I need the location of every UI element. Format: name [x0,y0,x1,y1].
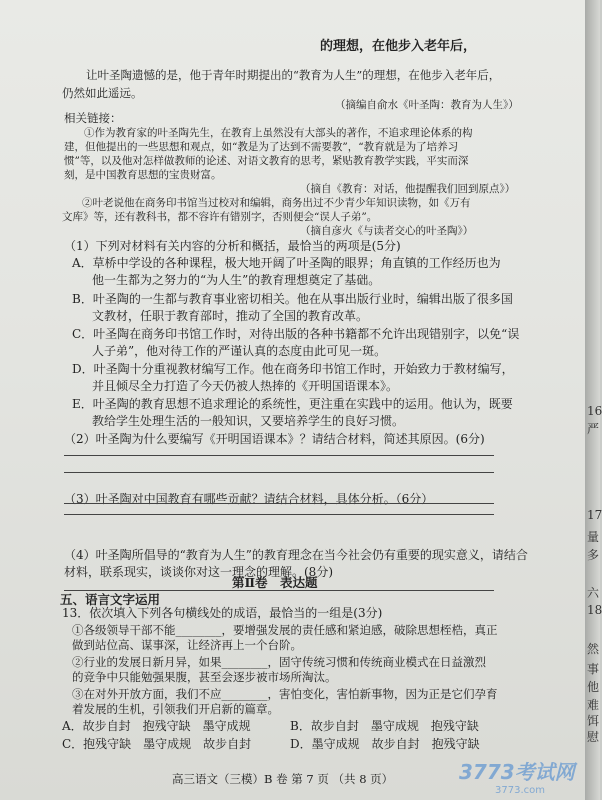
edge-fragment: 六 [587,586,600,600]
header-fragment: 的理想，在他步入老年后， [320,39,477,54]
q13-sentence-1: 做到站位高、谋事深，让经济再上一个台阶。 [72,638,302,652]
edge-fragment: 17 [587,508,602,522]
section-5-title: 五、语言文字运用 [60,592,161,607]
question-3: （3）叶圣陶对中国教育有哪些贡献？请结合材料，具体分析。（6分） [64,492,434,506]
adjacent-page-edge [585,0,600,800]
q1-option-d: D．叶圣陶十分重视教材编写工作。他在商务印书馆工作时，开始致力于教材编写， [72,362,514,376]
edge-fragment: 饵 [587,714,600,728]
q1-option-e: E．叶圣陶的教育思想不追求理论的系统性，更注重在实践中的运用。他认为，既要 [72,397,513,411]
question-1-stem: （1）下列对材料有关内容的分析和概括，最恰当的两项是(5分) [64,239,401,253]
edge-fragment: 然 [587,642,600,656]
q13-sentence-3: 着发展的生机，引领我们开启新的篇章。 [72,702,279,716]
edge-fragment: 量 [587,530,600,544]
q1-option-b: B．叶圣陶的一生都与教育事业密切相关。他在从事出版行业时，编辑出版了很多国 [72,292,513,306]
question-4: （4）叶圣陶所倡导的“教育为人生”的教育理念在当今社会仍有重要的现实意义，请结合 [64,548,528,562]
q13-sentence-2: 的竞争中只能勉强果腹，甚至会逐步被市场所淘汰。 [72,670,337,684]
q13-option-d: D．墨守成规 故步自封 抱残守缺 [290,737,480,751]
q1-option-a: A．草桥中学设的各种课程，极大地开阔了叶圣陶的眼界；角直镇的工作经历也为 [72,256,501,270]
question-2: （2）叶圣陶为什么要编写《开明国语课本》？请结合材料，简述其原因。(6分) [64,432,485,446]
edge-fragment: 慰 [587,730,600,744]
q13-sentence-1: ①各级领导干部不能________，要增强发展的责任感和紧迫感，破除思想桎梏，真正 [72,623,498,637]
reading-line: 仍然如此遥远。 [62,86,143,100]
answer-line[interactable] [64,455,494,456]
link-line: ②叶老说他在商务印书馆当过校对和编辑，商务出过不少青少年知识读物，如《万有 [82,197,471,209]
edge-fragment: 多 [587,548,600,562]
q1-option-e: 教给学生处理生活的一般知识，又要培养学生的良好习惯。 [92,414,405,428]
q1-option-b: 文教材，任职于教育部时，推动了全国的教育改革。 [92,309,369,323]
part-2-title: 第Ⅱ卷 表达题 [232,575,318,590]
q13-option-b: B．故步自封 墨守成规 抱残守缺 [290,719,479,733]
edge-fragment: 严 [587,422,600,436]
link-line: 文库》等，还有教科书，都不容许有错别字，否则便会“误人子弟”。 [62,211,378,223]
q13-option-a: A．故步自封 抱残守缺 墨守成规 [62,719,251,733]
link-line: ①作为教育家的叶圣陶先生，在教育上虽然没有大部头的著作，不追求理论体系的构 [84,127,473,139]
q1-option-d: 并且倾尽全力打造了今天仍被人热捧的《开明国语课本》。 [92,379,399,393]
edge-fragment: 难 [587,698,600,712]
q1-option-c: C．叶圣陶在商务印书馆工作时，对待出版的各种书籍都不允许出现错别字，以免“误 [72,327,520,341]
edge-fragment: 他 [587,680,600,694]
question-4: 材料，联系现实，谈谈你对这一理念的理解。(8分) [64,565,333,579]
link-line: 刻，是中国教育思想的宝贵财富。 [64,169,222,181]
watermark-sub: 3773.com [495,785,545,796]
source-note: （摘编自俞水《叶圣陶：教育为人生》） [335,99,519,111]
q1-option-a: 他一生都为之努力的“为人生”的教育理想奠定了基础。 [92,273,381,287]
watermark-main: 3773考试网 [459,760,575,784]
q13-sentence-2: ②行业的发展日新月异，如果________，固守传统习惯和传统商业模式在日益激烈 [72,655,486,669]
link-title: 相关链接： [64,111,122,125]
q13-sentence-3: ③在对外开放方面，我们不应________，害怕变化，害怕新事物，因为正是它们孕育 [72,687,498,701]
source-note: （摘自彦火《与读者交心的叶圣陶》） [300,225,474,237]
answer-line[interactable] [64,514,494,515]
answer-line[interactable] [64,503,494,504]
answer-line[interactable] [64,472,494,473]
q13-option-c: C．抱残守缺 墨守成规 故步自封 [62,737,252,751]
question-13-stem: 13．依次填入下列各句横线处的成语，最恰当的一组是(3分) [62,606,383,620]
edge-fragment: 16 [587,404,602,418]
page-footer: 高三语文（三模）B 卷 第 7 页 （共 8 页） [172,772,394,786]
reading-line: 让叶圣陶遗憾的是，他于青年时期提出的“教育为人生”的理想，在他步入老年后， [86,68,501,82]
edge-fragment: 18 [587,603,602,617]
link-line: 惯”等，以及他对怎样做教师的论述、对语文教育的思考，紧贴教育教学实践，平实而深 [64,155,469,167]
source-note: （摘自《教育：对话，他提醒我们回到原点》） [300,183,516,195]
edge-fragment: 事 [587,662,600,676]
site-watermark-logo [455,755,580,797]
q1-option-c: 人子弟”，他对待工作的严谨认真的态度由此可见一斑。 [92,344,387,358]
link-line: 建，但他提出的一些思想和观点，如“教是为了达到不需要教”，“教育就是为了培养习 [64,141,459,153]
